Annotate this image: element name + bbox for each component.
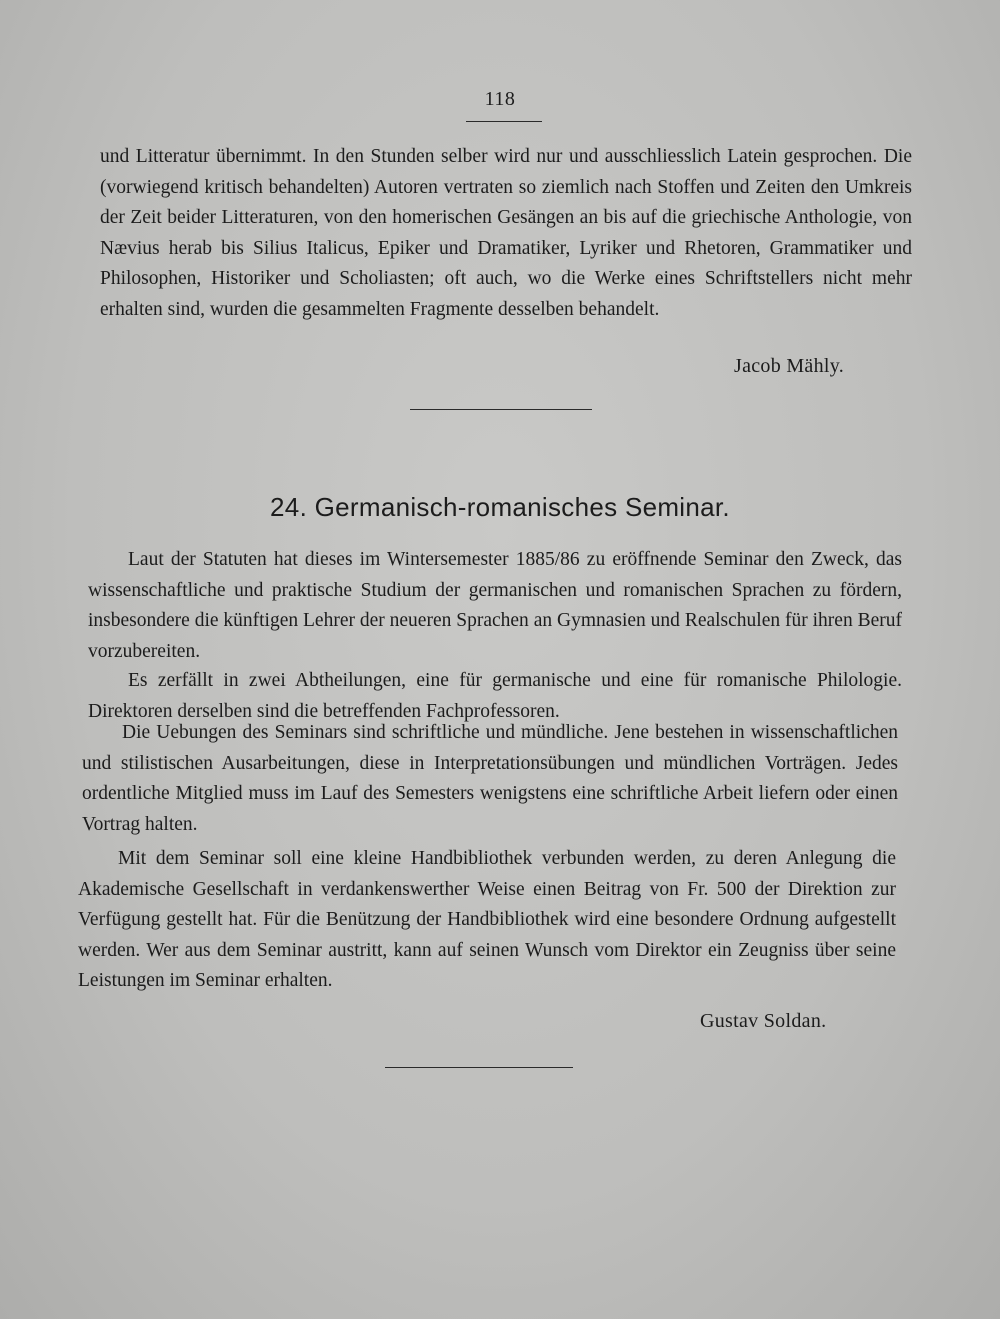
page-number: 118: [484, 88, 516, 110]
page-number-rule: [466, 121, 542, 122]
section-divider-rule: [410, 409, 592, 410]
section-24-title: 24. Germanisch-romanisches Seminar.: [270, 492, 730, 522]
section-23-closing-paragraph: und Litteratur übernimmt. In den Stunden selber wird nur und ausschliesslich Latein gesprochen. Die (vorwiegend kritisch behandelten) Autoren vertraten so ziemlich nach Stoffen und Zeiten den Umkreis der Zeit beider Litteraturen, von den homerischen Gesängen an bis auf die griechische Anthologie, von Nævius herab bis Silius Italicus, Epiker und Dramatiker, Lyriker und Rhetoren, Grammatiker und Philosophen, Historiker und Scholiasten; oft auch, wo die Werke eines Schriftstellers nicht mehr erhalten sind, wurden die gesammelten Fragmente desselben behandelt.: [100, 146, 912, 320]
section-24-paragraph-3: Die Uebungen des Seminars sind schriftliche und mündliche. Jene bestehen in wissenschaftlichen und stilistischen Ausarbeitungen, diese in Interpretationsübungen und mündlichen Vorträgen. Jedes ordentliche Mitglied muss im Lauf des Semesters wenigstens eine schriftliche Arbeit liefern oder einen Vortrag halten.: [82, 722, 898, 835]
section-24-paragraph-2: Es zerfällt in zwei Abtheilungen, eine für germanische und eine für romanische Philologie. Direktoren derselben sind die betreffenden Fachprofessoren.: [88, 670, 902, 722]
section-24-paragraph-4: Mit dem Seminar soll eine kleine Handbibliothek verbunden werden, zu deren Anlegung die Akademische Gesellschaft in verdankenswerther Weise einen Beitrag von Fr. 500 der Direktion zur Verfügung gestellt hat. Für die Benützung der Handbibliothek wird eine besondere Ordnung aufgestellt werden. Wer aus dem Seminar austritt, kann auf seinen Wunsch vom Direktor ein Zeugniss über seine Leistungen im Seminar erhalten.: [78, 848, 896, 991]
signature-gustav-soldan: Gustav Soldan.: [700, 1010, 827, 1032]
closing-rule: [385, 1067, 573, 1068]
signature-jacob-mahly: Jacob Mähly.: [734, 355, 845, 377]
section-24-paragraph-1: Laut der Statuten hat dieses im Wintersemester 1885/86 zu eröffnende Seminar den Zweck, das wissenschaftliche und praktische Studium der germanischen und romanischen Sprachen zu fördern, insbesondere die künftigen Lehrer der neueren Sprachen an Gymnasien und Realschulen für ihren Beruf vorzubereiten.: [88, 549, 902, 662]
